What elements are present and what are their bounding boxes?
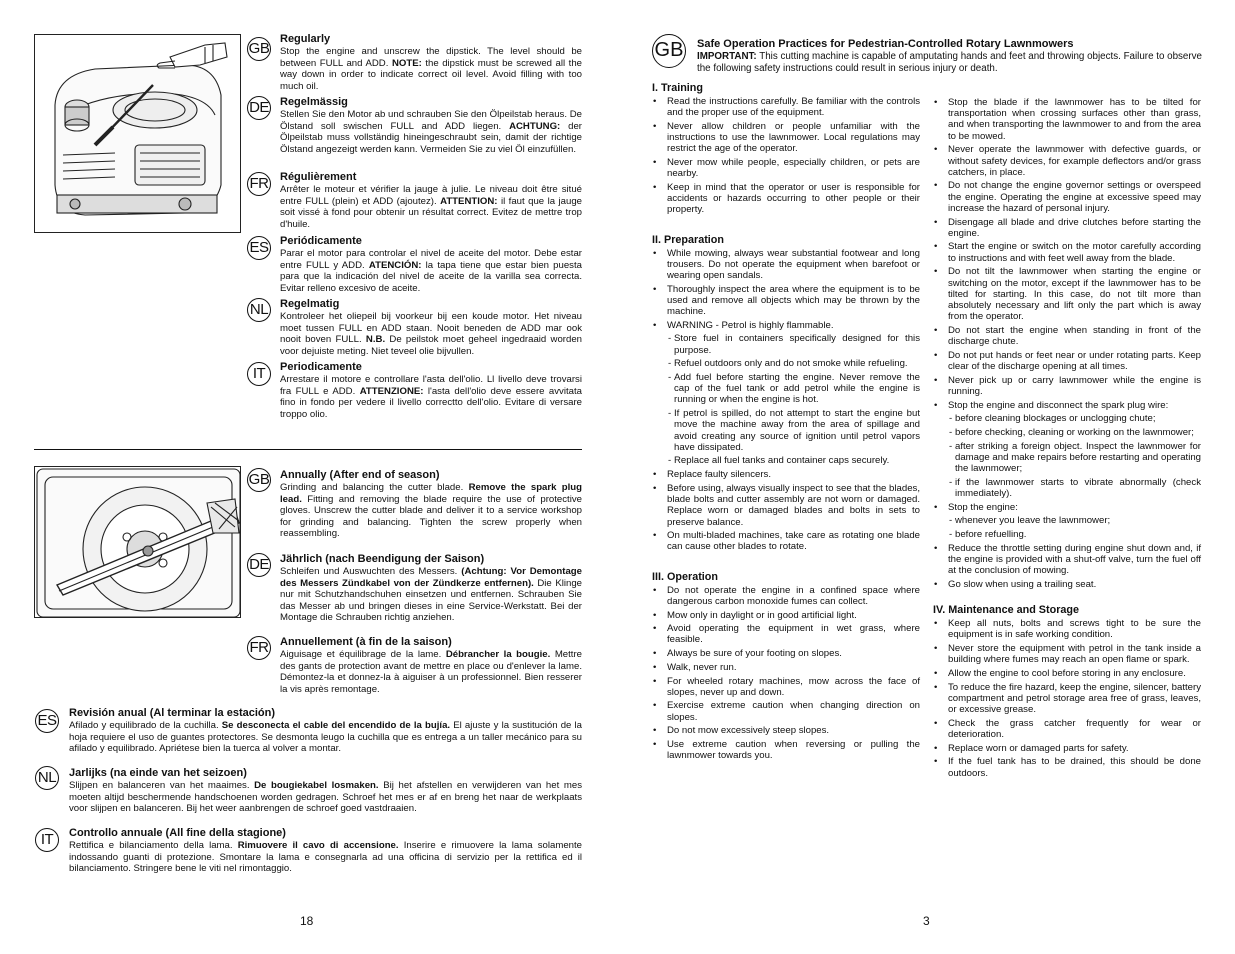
list-item-text: Do not change the engine governor settings or overspeed the engine. Operating the engine at excessive speed may increase the hazard of personal injury. [948,180,1201,214]
list-item [933,241,1201,263]
list-item-text: Stop the engine: [948,501,1018,513]
section-de [280,553,582,624]
section-text: Slijpen en balanceren van het maaimes. De bougiekabel losmaken. Bij het afstellen en verwijderen van het mes moeten altijd beschermende handschoenen worden gedragen. Schroef het mes er af en breng het naar de werkplaats voor slijpen en balanceren. Bij het weer aanbrengen de schroef goed vastdraaien. [69,780,582,815]
bullet-list [933,97,1201,590]
blade-drawing [35,467,241,618]
list-item-text: Keep all nuts, bolts and screws tight to be sure the equipment is in safe working condition. [948,618,1201,641]
list-item [933,144,1201,178]
dash-item: - after striking a foreign object. Inspect the lawnmower for damage and make repairs before restarting and operating the lawnmower; [933,441,1201,475]
safety-title: Safe Operation Practices for Pedestrian-Controlled Rotary Lawnmowers [697,38,1074,50]
list-item [652,610,920,621]
dash-item: - Add fuel before starting the engine. Never remove the cap of the fuel tank or add petrol while the engine is running or when the engine is hot. [652,372,920,406]
list-item [652,623,920,645]
section-it [280,361,582,420]
lang-badge-es: ES [35,709,59,733]
lang-badge-gb: GB [652,34,686,68]
section-title: Regularly [280,33,331,45]
safety-column-1 [652,82,920,764]
list-item [933,618,1201,640]
list-item [933,350,1201,372]
section-title: Jarlijks (na einde van het seizoen) [69,767,247,779]
section-divider [34,449,582,450]
section-text: Stop the engine and unscrew the dipstick. The level should be between FULL and ADD. NOTE: the dipstick must be screwed all the way down in order to indicate correct oil level. Avoid filling with too much oil. [280,46,583,92]
dash-list [933,515,1201,540]
list-item [933,756,1201,778]
dash-item: - Store fuel in containers specifically designed for this purpose. [652,333,920,355]
list-item-text: Never allow children or people unfamiliar with the instructions to use the lawnmower. Local regulations may restrict the age of the operator. [667,120,920,155]
section-title: Revisión anual (Al terminar la estación) [69,707,276,719]
lang-badge-it: IT [35,828,59,852]
section-text: Schleifen und Auswuchten des Messers. (Achtung: Vor Demontage des Messers Zündkabel von der Zündkerze entfernen). Die Klinge nur mit Schutzhandschuhen einsetzen und entfernen. Schrauben Sie das Messer ab und bringen dieses in eine Service-Werkstatt. Bei der Montage die Schrauben richtig anziehen. [280,566,582,624]
section-es [280,235,582,294]
list-item [933,217,1201,239]
engine-dipstick-illustration [34,34,241,233]
list-item-text: Never pick up or carry lawnmower while the engine is running. [948,374,1201,397]
list-item-text: Do not put hands or feet near or under rotating parts. Keep clear of the discharge opening at all times. [948,349,1201,372]
lang-badge-es: ES [247,236,271,260]
list-item [933,266,1201,322]
list-item-text: Exercise extreme caution when changing direction on slopes. [667,700,920,723]
lang-badge-nl: NL [247,298,271,322]
dash-item: - before refuelling. [933,529,1201,540]
section-text: Kontroleer het oliepeil bij voorkeur bij een koude motor. Het niveau moet tussen FULL en ADD staan. Nooit beneden de ADD mar ook nooit boven FULL. N.B. De peilstok moet geheel ingedraaid worden voor dejuiste meting. Niet teveel olie bijvullen. [280,311,582,357]
section-title: Regelmässig [280,96,348,108]
section-heading: I. Training [652,82,703,94]
important-label: IMPORTANT: [697,51,757,62]
section-fr [280,636,582,695]
section-text: Grinding and balancing the cutter blade. Remove the spark plug lead. Fitting and removing the blade require the use of protective gloves. Unscrew the cutter blade and deliver it to a service workshop for grinding and balancing. Tighten the screw properly when reassembling. [280,482,582,540]
list-item [652,284,920,318]
list-item-text: WARNING - Petrol is highly flammable. [667,319,834,331]
dash-item: - whenever you leave the lawnmower; [933,515,1201,526]
list-item-text: Replace worn or damaged parts for safety. [948,742,1129,754]
list-item-text: Always be sure of your footing on slopes. [667,648,842,660]
list-item [652,96,920,118]
list-item-text: Do not start the engine when standing in front of the discharge chute. [948,324,1201,348]
list-item [933,682,1201,716]
list-item [652,739,920,761]
lang-badge-fr: FR [247,172,271,196]
sub-list-container [652,333,920,466]
section-text: Aiguisage et équilibrage de la lame. Débrancher la bougie. Mettre des gants de protection avant de mettre en place ou d'enlever la lame. Démontez-la et donnez-la à aiguiser à un professionnel. Bien resserer la vis après remontage. [280,649,583,695]
list-item [933,180,1201,214]
lang-badge-fr: FR [247,636,271,660]
list-item [652,530,920,552]
list-item-text: Do not operate the engine in a confined space where dangerous carbon monoxide fumes can collect. [667,584,920,607]
list-item-text: Do not mow excessively steep slopes. [667,725,830,737]
section-text: Stellen Sie den Motor ab und schrauben Sie den Ölpeilstab heraus. De Ölstand soll swischen FULL and ADD liegen. ACHTUNG: der Ölpeilstab muss vollständig hineingeschraubt sein, damit der richtige Ölstand angezeigt werden kann. Vermeiden Sie zu viel Öl einzufüllen. [280,109,582,155]
section-title: Régulièrement [280,171,357,183]
list-item-text: Never mow while people, especially children, or pets are nearby. [667,157,920,180]
section-gb [280,469,582,540]
section-fr [280,171,582,230]
lang-badge-gb: GB [247,37,271,61]
list-item-text: Keep in mind that the operator or user is responsible for accidents or hazards occurring to other people or their property. [667,181,920,216]
section-it [69,827,582,875]
list-item-text: Never store the equipment with petrol in the tank inside a building where fumes may reach an open flame or spark. [948,643,1201,666]
list-item-text: Reduce the throttle setting during engine shut down and, if the engine is provided with a shut-off valve, turn the fuel off at the conclusion of mowing. [948,542,1201,577]
safety-header [697,38,1202,74]
dash-item: - If petrol is spilled, do not attempt to start the engine but move the machine away from the area of spillage and avoid creating any source of ignition until petrol vapors have dissipated. [652,408,920,453]
list-item-text: Avoid operating the equipment in wet grass, where feasible. [667,623,920,646]
section-text: Rettifica e bilanciamento della lama. Rimuovere il cavo di accensione. Inserire e rimuovere la lama solamente indossando guanti di protezione. Smontare la lama e consegnarla ad una officina di servizio per la rettifica ed il bilanciamento. Stringere bene le viti nel rimontaggio. [69,840,582,875]
left-page [0,0,617,954]
sub-list-container [933,413,1201,499]
section-text: Arrestare il motore e controllare l'asta dell'olio. Ll livello deve trovarsi fra FULL e ADD. ATTENZIONE: l'asta dell'olio deve essere avvitata fino in fondo per vedere il livello correctto dell'olio. Evitare di versare troppo olio. [280,374,582,420]
section-title: Regelmatig [280,298,340,310]
list-item [652,157,920,179]
list-item-text: On multi-bladed machines, take care as rotating one blade can cause other blades to rotate. [667,530,920,553]
dash-item: - Replace all fuel tanks and container caps securely. [652,455,920,466]
list-item [933,325,1201,347]
list-item [933,668,1201,679]
list-item [933,400,1201,411]
list-item-text: Allow the engine to cool before storing in any enclosure. [948,667,1186,679]
lang-badge-de: DE [247,96,271,120]
list-item-text: While mowing, always wear substantial footwear and long trousers. Do not operate the equipment when barefoot or wearing open sandals. [667,247,920,281]
list-item-text: Check the grass catcher frequently for wear or deterioration. [948,717,1201,740]
list-item [652,320,920,331]
section-nl [69,767,582,815]
list-item-text: Start the engine or switch on the motor carefully according to instructions and with feet well away from the blade. [948,241,1201,264]
sub-list-container [933,515,1201,540]
list-item-text: Never operate the lawnmower with defective guards, or without safety devices, for example deflectors and/or grass catchers, in place. [948,144,1201,178]
section-text: Arrêter le moteur et vérifier la jauge à julie. Le niveau doit être situé entre FULL (plein) et ADD (ajoutez). ATTENTION: il faut que la jauge soit vissé à fond pour obtenir un résultat correct. Evitez de mettre trop d'huile. [280,184,582,230]
list-item-text: Mow only in daylight or in good artificial light. [667,609,857,621]
dash-list [933,413,1201,499]
list-item [652,648,920,659]
section-heading: III. Operation [652,570,718,583]
dash-item: - before checking, cleaning or working on the lawnmower; [933,427,1201,438]
section-title: Periodicamente [280,361,362,373]
page-number-left: 18 [300,914,314,928]
list-item [652,469,920,480]
section-nl [280,298,582,357]
section-title: Controllo annuale (All fine della stagione) [69,827,286,839]
important-text: This cutting machine is capable of amputating hands and feet and throwing objects. Failure to observe the following safety instructions could result in serious injury or death. [697,51,1202,74]
section-title: Annually (After end of season) [280,469,440,481]
list-item-text: Thoroughly inspect the area where the equipment is to be used and remove all objects which may be thrown by the machine. [667,283,920,318]
safety-important [697,51,1202,74]
list-item [933,579,1201,590]
list-item-text: Use extreme caution when reversing or pulling the lawnmower towards you. [667,739,920,762]
section-title: Periódicamente [280,235,362,247]
list-item-text: Replace faulty silencers. [667,469,771,481]
list-item [652,182,920,216]
list-item [652,585,920,607]
section-heading: II. Preparation [652,233,724,246]
lang-badge-gb: GB [247,468,271,492]
section-title: Annuellement (à fin de la saison) [280,636,452,648]
list-item [652,700,920,722]
list-item-text: Do not tilt the lawnmower when starting the engine or switching on the motor, except if the lawnmower has to be tilted for starting. In this case, do not tilt more than absolutely necessary and lift only the part which is away from the operator. [948,266,1201,323]
dash-list [652,333,920,466]
section-text: Afilado y equilibrado de la cuchilla. Se desconecta el cable del encendido de la bujía. El ajuste y la sustitución de la hoja requiere el uso de guantes protectores. Se desmonta leugo la cuchilla que es entrega a un taller mecánico para su afilado y equilibrado. Apriétese bien la tuerca al volver a montar. [69,720,582,755]
safety-column-2 [933,97,1201,781]
section-text: Parar el motor para controlar el nivel de aceite del motor. Debe estar entre FULL y ADD. ATENCIÓN: la tapa tiene que estar bien puesta para que la indicación del nivel de aceite de la varilla sea correcta. Evitar relleno excesivo de aceite. [280,248,582,294]
page-number-right: 3 [923,914,930,928]
section-title: Jährlich (nach Beendigung der Saison) [280,553,485,565]
engine-drawing [35,35,241,233]
lang-badge-nl: NL [35,766,59,790]
list-item-text: Walk, never run. [667,661,737,673]
list-item-text: Before using, always visually inspect to see that the blades, blade bolts and cutter assembly are not worn or damaged. Replace worn or damaged blades and bolts in sets to preserve balance. [667,482,920,528]
list-item-text: Stop the engine and disconnect the spark plug wire: [948,399,1169,411]
list-item-text: If the fuel tank has to be drained, this should be done outdoors. [948,756,1201,779]
section-es [69,707,582,755]
right-page [618,0,1235,954]
cutter-blade-illustration [34,466,241,618]
bullet-list [652,585,920,762]
dash-item: - Refuel outdoors only and do not smoke while refueling. [652,358,920,369]
lang-badge-it: IT [247,362,271,386]
list-item [652,483,920,528]
section-heading: IV. Maintenance and Storage [933,604,1080,617]
list-item-text: Go slow when using a trailing seat. [948,578,1097,590]
list-item [652,662,920,673]
list-item [652,248,920,282]
list-item [933,743,1201,754]
list-item [652,725,920,736]
bullet-list [652,96,920,216]
dash-item: - if the lawnmower starts to vibrate abnormally (check immediately). [933,477,1201,499]
list-item [933,543,1201,577]
list-item [652,676,920,698]
list-item-text: For wheeled rotary machines, mow across the face of slopes, never up and down. [667,675,920,698]
section-de [280,96,582,155]
list-item [652,121,920,155]
list-item-text: Stop the blade if the lawnmower has to be tilted for transportation when crossing surfaces other than grass, and when transporting the lawnmower to and from the area to be mowed. [948,97,1201,142]
dash-item: - before cleaning blockages or unclogging chute; [933,413,1201,424]
section-gb [280,33,582,92]
list-item [933,375,1201,397]
list-item-text: Read the instructions carefully. Be familiar with the controls and the proper use of the equipment. [667,96,920,119]
list-item [933,502,1201,513]
list-item [933,718,1201,740]
list-item [933,97,1201,142]
bullet-list [933,618,1201,779]
lang-badge-de: DE [247,553,271,577]
list-item-text: To reduce the fire hazard, keep the engine, silencer, battery compartment and petrol storage area free of grass, leaves, or excessive grease. [948,681,1201,716]
bullet-list [652,248,920,553]
list-item-text: Disengage all blade and drive clutches before starting the engine. [948,216,1201,239]
list-item [933,643,1201,665]
